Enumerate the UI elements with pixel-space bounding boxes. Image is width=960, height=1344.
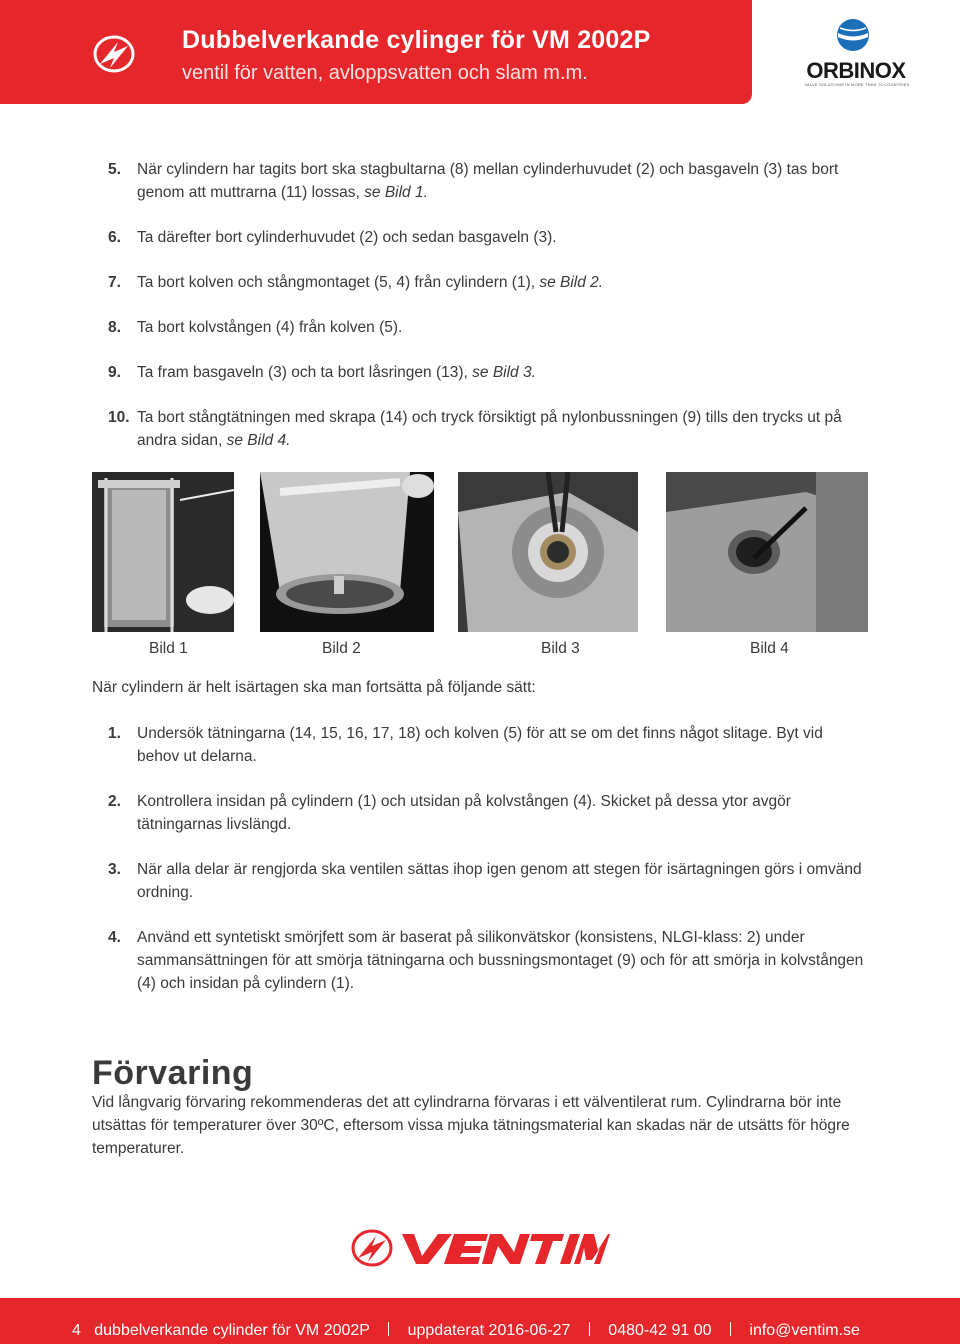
section-heading: Förvaring — [92, 1054, 254, 1092]
photo-bild-3 — [458, 472, 638, 632]
footer-separator — [388, 1322, 389, 1336]
step-item — [108, 790, 868, 836]
footer-separator — [589, 1322, 590, 1336]
step-item — [108, 316, 868, 339]
footer-phone: 0480-42 91 00 — [608, 1322, 712, 1339]
document-title: Dubbelverkande cylinger för VM 2002P — [182, 26, 651, 54]
intro-paragraph: När cylindern är helt isärtagen ska man fortsätta på följande sätt: — [92, 679, 536, 696]
step-item — [108, 361, 868, 384]
document-subtitle: ventil för vatten, avloppsvatten och slam m.m. — [182, 62, 588, 84]
step-reference: se Bild 2. — [539, 274, 604, 291]
step-item — [108, 406, 868, 452]
step-number: 8. — [108, 319, 121, 336]
footer-updated-date: uppdaterat 2016-06-27 — [407, 1322, 571, 1339]
section-paragraph: Vid långvarig förvaring rekommenderas det att cylindrarna förvaras i ett välventilerat rum. Cylindrarna bör inte utsättas för temperaturer över 30ºC, eftersom vissa mjuka tätningsmaterial kan skadas när de utsätts för högre temperaturer. — [92, 1094, 850, 1157]
step-text: Ta bort kolven och stångmontaget (5, 4) från cylindern (1), — [137, 274, 540, 291]
step-text: Ta bort kolvstången (4) från kolven (5). — [137, 319, 403, 336]
step-text: Kontrollera insidan på cylindern (1) och utsidan på kolvstången (4). Skicket på dessa ytor avgör tätningarnas livslängd. — [137, 793, 791, 833]
cylinder-photo-image — [92, 472, 234, 632]
base-end-photo-image — [458, 472, 638, 632]
ventim-logo-icon — [92, 34, 136, 74]
step-item — [108, 926, 868, 995]
step-reference: se Bild 3. — [472, 364, 536, 381]
step-reference: se Bild 4. — [226, 432, 291, 449]
step-number: 4. — [108, 929, 121, 946]
photo-bild-1 — [92, 472, 234, 632]
page-number: 4 — [72, 1322, 81, 1339]
step-text: Undersök tätningarna (14, 15, 16, 17, 18) och kolven (5) för att se om det finns något slitage. Byt vid behov ut delarna. — [137, 725, 823, 765]
header-banner — [0, 0, 752, 104]
figure-caption: Bild 2 — [322, 640, 361, 657]
step-text: Använd ett syntetiskt smörjfett som är baserat på silikonvätskor (konsistens, NLGI-klass: 2) under sammansättningen för att smörja tätningarna och bussningsmontaget (9) och för att smörja in kolvstången (4) och insidan på cylindern (1). — [137, 929, 864, 992]
step-number: 1. — [108, 725, 121, 742]
photo-bild-2 — [260, 472, 434, 632]
step-number: 2. — [108, 793, 121, 810]
ventim-wordmark-logo — [350, 1226, 610, 1270]
photo-bild-4 — [666, 472, 868, 632]
step-text: Ta fram basgaveln (3) och ta bort låsringen (13), — [137, 364, 473, 381]
step-item — [108, 226, 868, 249]
piston-photo-image — [260, 472, 434, 632]
step-item — [108, 158, 868, 204]
footer-text — [72, 1322, 860, 1340]
step-item — [108, 858, 868, 904]
orbinox-logo — [800, 18, 912, 92]
step-number: 7. — [108, 274, 121, 291]
orbinox-tagline: VALVE SOLUTIONS IN MORE THAN 70 COUNTRIES — [804, 82, 910, 87]
step-reference: se Bild 1. — [364, 184, 428, 201]
step-text: När alla delar är rengjorda ska ventilen sättas ihop igen genom att stegen för isärtagningen görs i omvänd ordning. — [137, 861, 862, 901]
step-text: Ta bort stångtätningen med skrapa (14) och tryck försiktigt på nylonbussningen (9) tills den trycks ut på andra sidan, — [137, 409, 842, 449]
step-number: 3. — [108, 861, 121, 878]
footer-document-name: dubbelverkande cylinder för VM 2002P — [94, 1322, 370, 1339]
step-number: 10. — [108, 409, 130, 426]
footer-separator — [730, 1322, 731, 1336]
step-text: Ta därefter bort cylinderhuvudet (2) och sedan basgaveln (3). — [137, 229, 557, 246]
figure-caption: Bild 4 — [750, 640, 789, 657]
step-number: 9. — [108, 364, 121, 381]
footer-email: info@ventim.se — [749, 1322, 860, 1339]
step-number: 6. — [108, 229, 121, 246]
step-item — [108, 271, 868, 294]
figure-caption: Bild 1 — [149, 640, 188, 657]
step-number: 5. — [108, 161, 121, 178]
figure-caption: Bild 3 — [541, 640, 580, 657]
step-item — [108, 722, 868, 768]
bushing-photo-image — [666, 472, 868, 632]
orbinox-globe-icon — [836, 18, 870, 52]
step-text: När cylindern har tagits bort ska stagbultarna (8) mellan cylinderhuvudet (2) och basgaveln (3) tas bort genom att muttrarna (11) lossas, — [137, 161, 839, 201]
orbinox-wordmark: ORBINOX — [806, 58, 906, 83]
